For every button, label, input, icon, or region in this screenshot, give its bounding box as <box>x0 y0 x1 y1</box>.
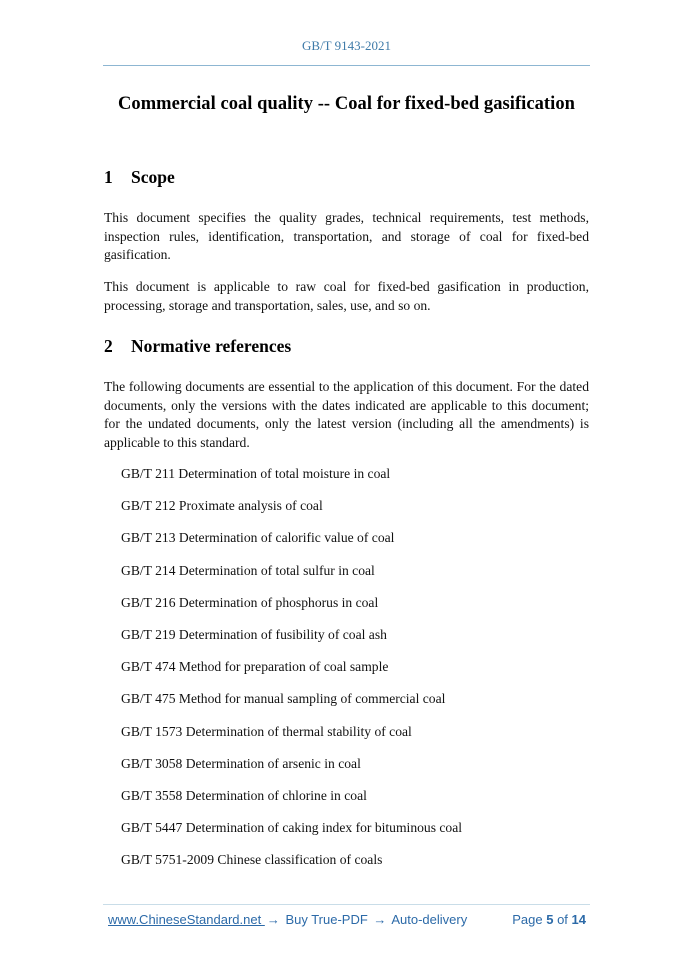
reference-item: GB/T 216 Determination of phosphorus in coal <box>121 594 379 610</box>
current-page-number: 5 <box>546 912 554 927</box>
normative-references-intro: The following documents are essential to the application of this document. For the dated documents, only the versions with the dates indicated are applicable to this document; for the undated documents, only the latest version (including all the amendments) is applicable to this standard. <box>104 379 589 450</box>
scope-paragraph-1: This document specifies the quality grades, technical requirements, test methods, inspection rules, identification, transportation, and storage of coal for fixed-bed gasification. <box>104 210 589 263</box>
reference-item: GB/T 3558 Determination of chlorine in coal <box>121 787 367 803</box>
section-heading-normative-references <box>104 336 291 357</box>
footer-divider <box>103 904 590 905</box>
page-label: Page <box>512 912 543 927</box>
reference-item: GB/T 5751-2009 Chinese classification of coals <box>121 852 383 868</box>
reference-item: GB/T 474 Method for preparation of coal sample <box>121 659 389 675</box>
header-divider <box>103 65 590 66</box>
chinesestandard-link[interactable]: www.ChineseStandard.net <box>108 912 265 927</box>
reference-list <box>121 465 462 883</box>
document-title: Commercial coal quality -- Coal for fixed-bed gasification <box>118 94 575 114</box>
section-title: Scope <box>131 167 175 187</box>
page-indicator <box>512 912 586 927</box>
reference-item: GB/T 475 Method for manual sampling of commercial coal <box>121 691 446 707</box>
section-number: 2 <box>104 336 113 356</box>
reference-item: GB/T 5447 Determination of caking index for bituminous coal <box>121 820 463 836</box>
scope-paragraph-2: This document is applicable to raw coal for fixed-bed gasification in production, processing, storage and transportation, sales, use, and so on. <box>104 279 589 313</box>
running-header-doc-number: GB/T 9143-2021 <box>302 38 391 53</box>
section-heading-scope <box>104 167 175 188</box>
reference-item: GB/T 219 Determination of fusibility of coal ash <box>121 626 387 642</box>
reference-item: GB/T 211 Determination of total moisture in coal <box>121 466 391 481</box>
section-number: 1 <box>104 167 113 187</box>
of-label: of <box>557 912 568 927</box>
reference-item: GB/T 3058 Determination of arsenic in coal <box>121 755 361 771</box>
arrow-right-icon: → <box>373 912 387 927</box>
arrow-right-icon: → <box>266 912 280 927</box>
auto-delivery-text: Auto-delivery <box>391 912 468 927</box>
buy-true-pdf-text: Buy True-PDF <box>285 912 368 927</box>
reference-item: GB/T 1573 Determination of thermal stability of coal <box>121 723 412 739</box>
total-pages-number: 14 <box>571 912 586 927</box>
reference-item: GB/T 213 Determination of calorific value of coal <box>121 530 395 546</box>
reference-item: GB/T 212 Proximate analysis of coal <box>121 498 323 514</box>
section-title: Normative references <box>131 336 292 356</box>
reference-item: GB/T 214 Determination of total sulfur in coal <box>121 562 375 578</box>
page-footer <box>108 912 586 927</box>
